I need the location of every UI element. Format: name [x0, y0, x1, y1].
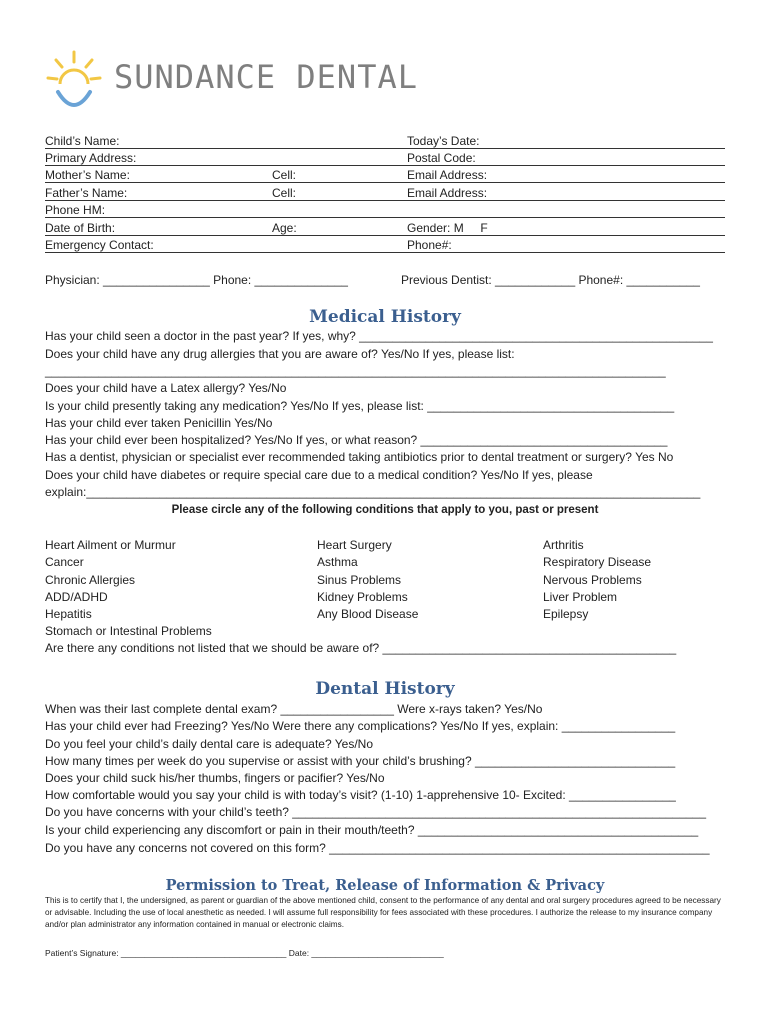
condition-item: ADD/ADHD	[45, 590, 108, 604]
circle-conditions-prompt: Please circle any of the following conditions that apply to you, past or present	[171, 504, 599, 516]
rule	[45, 148, 725, 149]
condition-item: Epilepsy	[543, 607, 589, 621]
condition-item: Heart Ailment or Murmur	[45, 538, 176, 552]
mothers-name-label: Mother’s Name:	[45, 168, 130, 182]
gender-label: Gender: M F	[407, 221, 488, 235]
condition-item: Cancer	[45, 555, 84, 569]
rule	[45, 217, 725, 218]
condition-item: Asthma	[317, 555, 358, 569]
other-conditions: Are there any conditions not listed that we should be aware of? ____________________________________________	[45, 641, 677, 655]
medical-q-medication: Is your child presently taking any medication? Yes/No If yes, please list: _____________________________________	[45, 399, 675, 413]
condition-item: Hepatitis	[45, 607, 92, 621]
dental-history-title: Dental History	[315, 679, 455, 699]
condition-item: Nervous Problems	[543, 573, 642, 587]
mothers-email-label: Email Address:	[407, 168, 488, 182]
signature-line: Patient’s Signature: ___________________________________ Date: ____________________________	[45, 948, 444, 958]
previous-dentist-line: Previous Dentist: ____________ Phone#: ___________	[401, 273, 700, 287]
rule	[45, 252, 725, 253]
brand-name: SUNDANCE DENTAL	[114, 58, 418, 96]
fathers-email-label: Email Address:	[407, 186, 488, 200]
medical-q-antibiotics: Has a dentist, physician or specialist ever recommended taking antibiotics prior to dental treatment or surgery? Yes No	[45, 450, 674, 464]
rule	[45, 235, 725, 236]
primary-address-label: Primary Address:	[45, 151, 137, 165]
condition-item: Heart Surgery	[317, 538, 392, 552]
condition-item: Kidney Problems	[317, 590, 408, 604]
condition-item: Liver Problem	[543, 590, 618, 604]
medical-q-penicillin: Has your child ever taken Penicillin Yes/No	[45, 416, 273, 430]
condition-item: Sinus Problems	[317, 573, 402, 587]
fathers-cell-label: Cell:	[272, 186, 297, 200]
medical-q-drug-allergies: Does your child have any drug allergies that you are aware of? Yes/No If yes, please list:	[45, 347, 515, 361]
permission-body: This is to certify that I, the undersigned, as parent or guardian of the above mentioned child, consent to the performance of any dental and oral surgery procedures agreed to be necessary or advisable. Including the use of local anesthetic as needed. I will assume full responsibility for fees associated with these procedures. I authorize the release to my insurance company and/or plan administrator any information contained in manual or electronic claims.	[45, 896, 721, 929]
phone-hm-label: Phone HM:	[45, 203, 106, 217]
rule	[45, 200, 725, 201]
phone-num-label: Phone#:	[407, 238, 452, 252]
fathers-name-label: Father’s Name:	[45, 186, 128, 200]
dental-q-other-concerns: Do you have any concerns not covered on this form? _________________________________________________________	[45, 841, 710, 855]
condition-item: Arthritis	[543, 538, 584, 552]
age-label: Age:	[272, 221, 297, 235]
mothers-cell-label: Cell:	[272, 168, 297, 182]
todays-date-label: Today’s Date:	[407, 134, 480, 148]
postal-code-label: Postal Code:	[407, 151, 476, 165]
rule	[45, 165, 725, 166]
childs-name-label: Child’s Name:	[45, 134, 120, 148]
dental-q-thumb: Does your child suck his/her thumbs, fingers or pacifier? Yes/No	[45, 771, 385, 785]
dental-q-discomfort: Is your child experiencing any discomfort or pain in their mouth/teeth? __________________________________________	[45, 823, 699, 837]
medical-q-explain: explain:____________________________________________________________________________________________	[45, 485, 701, 499]
dental-q-daily-care: Do you feel your child’s daily dental care is adequate? Yes/No	[45, 737, 373, 751]
sun-smile-icon	[44, 48, 108, 116]
rule	[45, 182, 725, 183]
dental-q-brushing: How many times per week do you supervise or assist with your child’s brushing? ______________________________	[45, 754, 676, 768]
dental-q-concerns-teeth: Do you have concerns with your child’s teeth? ______________________________________________________________	[45, 805, 707, 819]
logo	[44, 48, 418, 116]
dental-q-comfort: How comfortable would you say your child is with today’s visit? (1-10) 1-apprehensive 10- Excited: ________________	[45, 788, 676, 802]
physician-line: Physician: ________________ Phone: ______________	[45, 273, 348, 287]
medical-q-drug-allergies-line: _____________________________________________________________________________________________	[45, 364, 666, 378]
medical-q-doctor: Has your child seen a doctor in the past year? If yes, why? _____________________________________________________	[45, 329, 713, 343]
condition-item: Stomach or Intestinal Problems	[45, 624, 212, 638]
dental-q-last-exam: When was their last complete dental exam? _________________ Were x-rays taken? Yes/No	[45, 702, 543, 716]
dob-label: Date of Birth:	[45, 221, 116, 235]
medical-history-title: Medical History	[309, 307, 461, 327]
dental-q-freezing: Has your child ever had Freezing? Yes/No Were there any complications? Yes/No If yes, explain: _________________	[45, 719, 676, 733]
condition-item: Chronic Allergies	[45, 573, 136, 587]
medical-q-hospitalized: Has your child ever been hospitalized? Yes/No If yes, or what reason? _____________________________________	[45, 433, 668, 447]
condition-item: Any Blood Disease	[317, 607, 419, 621]
condition-item: Respiratory Disease	[543, 555, 652, 569]
permission-title: Permission to Treat, Release of Information & Privacy	[165, 877, 605, 894]
medical-q-diabetes: Does your child have diabetes or require special care due to a medical condition? Yes/No If yes, please	[45, 468, 593, 482]
medical-q-latex: Does your child have a Latex allergy? Yes/No	[45, 381, 287, 395]
emergency-contact-label: Emergency Contact:	[45, 238, 154, 252]
